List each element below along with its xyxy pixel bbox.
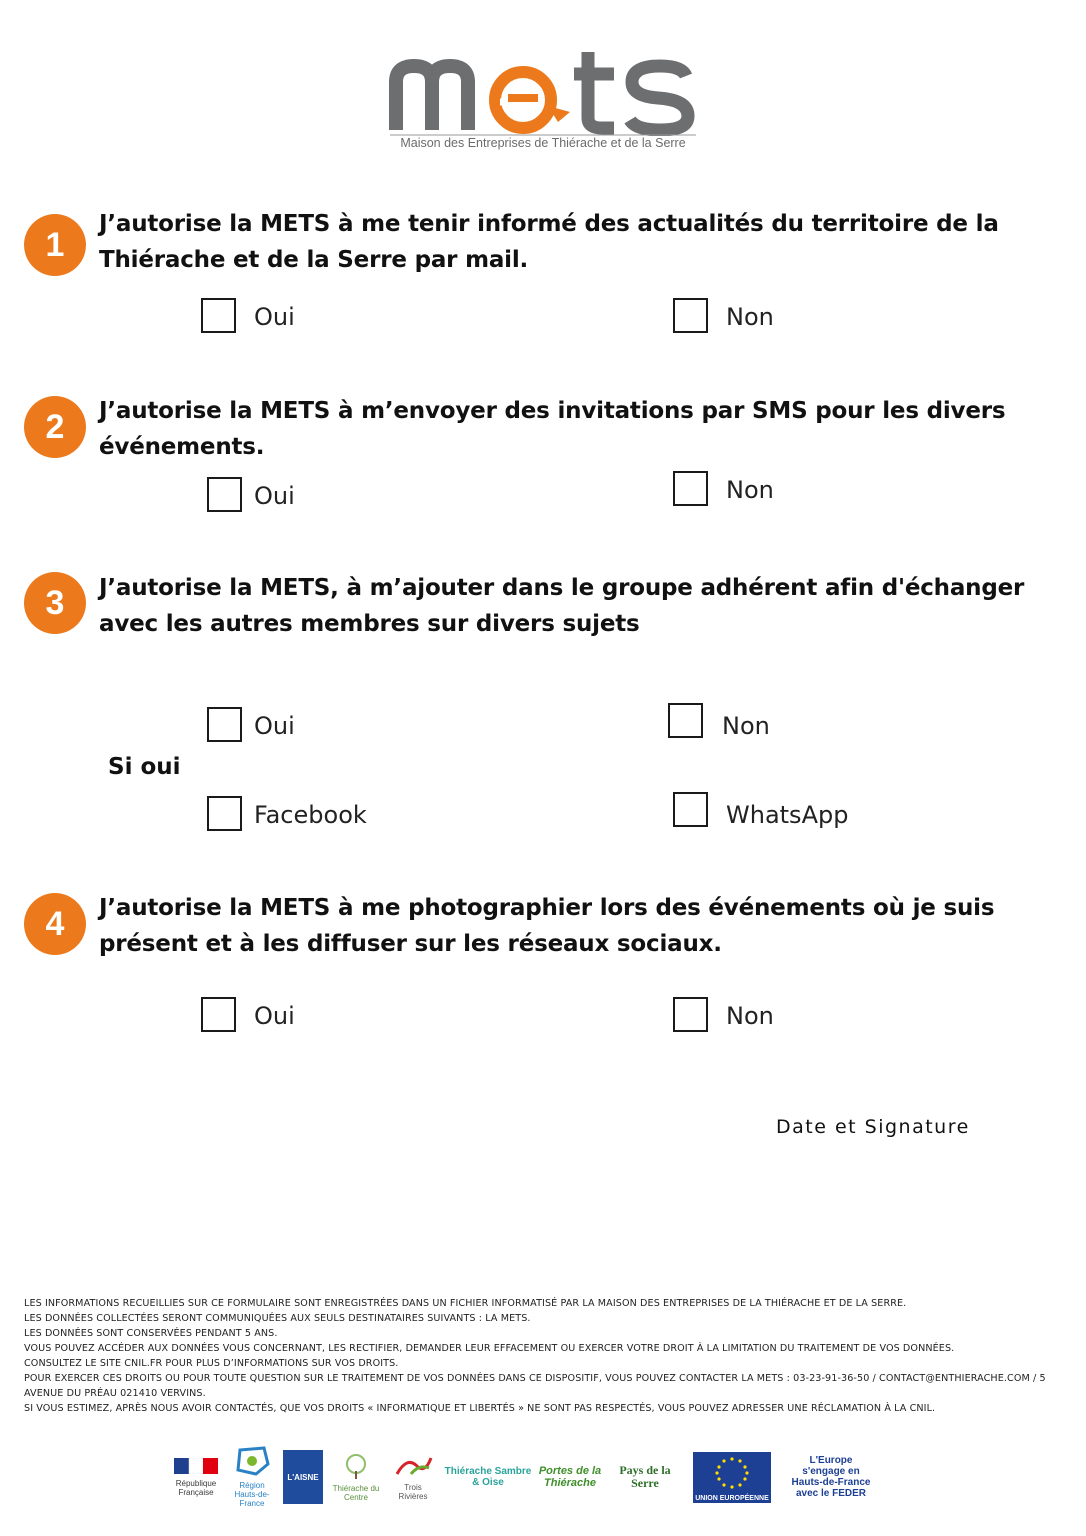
legal-line: POUR EXERCER CES DROITS OU POUR TOUTE QUESTION SUR LE TRAITEMENT DE VOS DONNÉES DANS CE DISPOSITIF, VOUS POUVEZ CONTACTER LA METS : 03-23-91-36-50 / CONTACT@ENTHIERACHE.COM / 5 AVENUE DU PRÉAU 021410 VERVINS.	[24, 1373, 1046, 1399]
partner-logo-republique: République Française	[172, 1450, 220, 1504]
mets-logo	[388, 40, 698, 136]
rivers-icon	[393, 1454, 433, 1478]
q2-non-checkbox[interactable]	[673, 471, 708, 506]
partner-logo-pays-serre: Pays de la Serre	[619, 1463, 671, 1490]
mets-logo-graphic	[388, 40, 698, 136]
question-number-4: 4	[24, 893, 86, 955]
question-text-3: J’autorise la METS, à m’ajouter dans le groupe adhérent afin d'échanger avec les autres membres sur divers sujets	[99, 575, 1025, 637]
legal-line: SI VOUS ESTIMEZ, APRÈS NOUS AVOIR CONTACTÉS, QUE VOS DROITS « INFORMATIQUE ET LIBERTÉS » NE SONT PAS RESPECTÉS, VOUS POUVEZ ADRESSER UNE RÉCLAMATION À LA CNIL.	[24, 1403, 936, 1414]
partner-logo-hdf: Région Hauts-de-France	[228, 1450, 276, 1504]
partner-logo-thierache-sambre: Thiérache Sambre & Oise	[444, 1466, 532, 1488]
legal-line: CONSULTEZ LE SITE CNIL.FR POUR PLUS D’INFORMATIONS SUR VOS DROITS.	[24, 1358, 399, 1369]
french-flag-icon	[174, 1458, 218, 1474]
question-text-2: J’autorise la METS à m’envoyer des invitations par SMS pour les divers événements.	[99, 398, 1006, 460]
q4-non-checkbox[interactable]	[673, 997, 708, 1032]
legal-line: LES DONNÉES SONT CONSERVÉES PENDANT 5 ANS.	[24, 1328, 278, 1339]
q2-non-label: Non	[726, 476, 774, 504]
q2-oui-checkbox[interactable]	[207, 477, 242, 512]
q1-non-label: Non	[726, 303, 774, 331]
q3-non-label: Non	[722, 712, 770, 740]
legal-notice	[24, 1296, 1069, 1416]
question-number-1: 1	[24, 214, 86, 276]
q2-oui-label: Oui	[254, 482, 295, 510]
q4-oui-checkbox[interactable]	[201, 997, 236, 1032]
partner-logo-ue: UNION EUROPÉENNE	[693, 1450, 771, 1504]
legal-line: LES INFORMATIONS RECUEILLIES SUR CE FORMULAIRE SONT ENREGISTRÉES DANS UN FICHIER INFORMATISÉ PAR LA MAISON DES ENTREPRISES DE LA THIÉRACHE ET DE LA SERRE.	[24, 1298, 907, 1309]
q1-non-checkbox[interactable]	[673, 298, 708, 333]
q3-facebook-label: Facebook	[254, 801, 367, 829]
q3-oui-checkbox[interactable]	[207, 707, 242, 742]
logo-subtitle: Maison des Entreprises de Thiérache et de la Serre	[400, 136, 686, 150]
partner-logo-aisne: L'AISNE	[283, 1450, 323, 1504]
partner-logo-portes: Portes de la Thiérache	[538, 1465, 602, 1489]
q3-whatsapp-label: WhatsApp	[726, 801, 849, 829]
legal-line: LES DONNÉES COLLECTÉES SERONT COMMUNIQUÉES AUX SEULS DESTINATAIRES SUIVANTS : LA METS.	[24, 1313, 531, 1324]
question-number-2: 2	[24, 396, 86, 458]
q3-non-checkbox[interactable]	[668, 703, 703, 738]
tree-icon	[343, 1453, 369, 1479]
question-text-1: J’autorise la METS à me tenir informé des actualités du territoire de la Thiérache et de la Serre par mail.	[99, 211, 999, 273]
partner-logo-europe-engage: L'Europe s'engage en Hauts-de-France avec le FEDER	[791, 1455, 871, 1499]
hauts-de-france-icon	[234, 1446, 270, 1476]
date-signature-label: Date et Signature	[776, 1116, 970, 1138]
q1-oui-label: Oui	[254, 303, 295, 331]
question-number-3: 3	[24, 572, 86, 634]
q4-oui-label: Oui	[254, 1002, 295, 1030]
q4-non-label: Non	[726, 1002, 774, 1030]
partner-logo-thierache-centre: Thiérache du Centre	[328, 1450, 384, 1504]
eu-flag-icon	[693, 1452, 771, 1494]
q1-oui-checkbox[interactable]	[201, 298, 236, 333]
partner-logo-trois-rivieres: Trois Rivières	[389, 1450, 437, 1504]
legal-line: VOUS POUVEZ ACCÉDER AUX DONNÉES VOUS CONCERNANT, LES RECTIFIER, DEMANDER LEUR EFFACEMENT OU EXERCER VOTRE DROIT À LA LIMITATION DU TRAITEMENT DE VOS DONNÉES.	[24, 1343, 955, 1354]
q3-facebook-checkbox[interactable]	[207, 796, 242, 831]
si-oui-label: Si oui	[108, 754, 181, 780]
question-text-4: J’autorise la METS à me photographier lors des événements où je suis présent et à les diffuser sur les réseaux sociaux.	[99, 895, 995, 957]
q3-oui-label: Oui	[254, 712, 295, 740]
q3-whatsapp-checkbox[interactable]	[673, 792, 708, 827]
